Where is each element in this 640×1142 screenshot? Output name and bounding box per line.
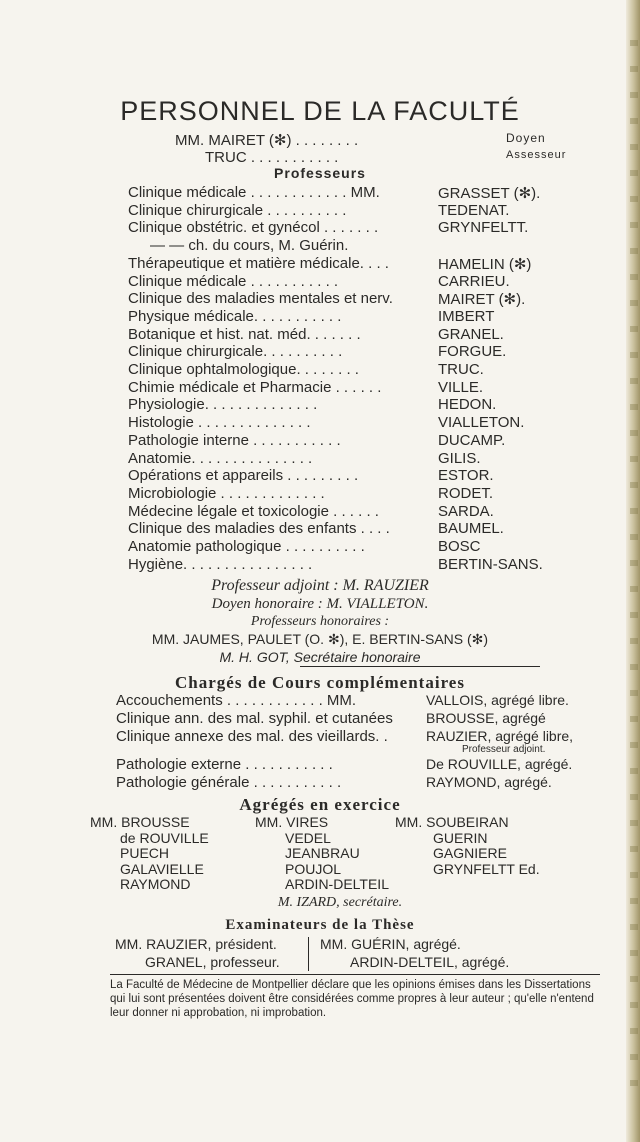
professor-name: GRYNFELTT. (438, 219, 529, 237)
secretary-line: M. IZARD, secrétaire. (277, 895, 403, 910)
secretaire-honoraire: M. H. GOT, Secrétaire honoraire (219, 649, 421, 665)
officer-role: Assesseur (506, 149, 567, 161)
professor-name: VILLE. (438, 378, 484, 396)
doyen-honoraire: Doyen honoraire : M. VIALLETON. (211, 596, 429, 612)
agrege-name: GALAVIELLE (120, 860, 204, 877)
professor-name: TEDENAT. (438, 201, 510, 219)
charge-holder: VALLOIS, agrégé libre. (426, 692, 569, 708)
course-label: Physiologie. . . . . . . . . . . . . . (128, 396, 318, 414)
charge-holder: BROUSSE, agrégé (426, 710, 546, 726)
professor-name: DUCAMP. (438, 431, 506, 449)
professor-name: ESTOR. (438, 467, 494, 485)
examinateur-name: ARDIN-DELTEIL, agrégé. (350, 954, 510, 970)
agrege-name: VEDEL (285, 829, 331, 846)
course-label: Accouchements . . . . . . . . . . . . MM. (116, 692, 357, 709)
professor-name: HAMELIN (✻) (438, 255, 532, 273)
course-label: Clinique annexe des mal. des vieillards. . (116, 728, 388, 745)
course-label: Microbiologie . . . . . . . . . . . . . (128, 484, 325, 502)
column-divider (308, 937, 309, 971)
charge-holder: RAUZIER, agrégé libre, (426, 728, 574, 744)
professor-name: BAUMEL. (438, 520, 504, 538)
charge-holder: RAYMOND, agrégé. (426, 774, 552, 790)
professor-name: SARDA. (438, 502, 494, 520)
page-title: PERSONNEL DE LA FACULTÉ (120, 96, 520, 126)
charge-holder: Professeur adjoint. (462, 744, 546, 755)
agrege-name: JEANBRAU (285, 845, 360, 861)
course-label: Pathologie externe . . . . . . . . . . . (116, 756, 333, 773)
edge-stain (630, 40, 638, 1100)
officer-role: Doyen (506, 131, 546, 145)
agrege-name: RAYMOND (120, 876, 191, 892)
professor-name: GRANEL. (438, 325, 504, 343)
course-label: Clinique obstétric. et gynécol . . . . . . . (128, 219, 379, 237)
divider (300, 666, 540, 667)
officer-name: TRUC . . . . . . . . . . . (205, 149, 339, 166)
professor-name: GILIS. (438, 449, 481, 467)
course-label: Clinique ann. des mal. syphil. et cutanées (116, 710, 393, 727)
section-heading: Agrégés en exercice (239, 795, 401, 814)
examinateurs-right (320, 935, 509, 971)
section-heading: Professeurs (274, 165, 366, 181)
course-label: Thérapeutique et matière médicale. . . . (128, 254, 389, 272)
examinateurs-left (115, 935, 280, 971)
profs-honoraires-heading: Professeurs honoraires : (250, 614, 390, 629)
agrege-name: GRYNFELTT Ed. (433, 860, 540, 877)
agrege-name: PUECH (120, 845, 170, 861)
professor-name: VIALLETON. (438, 414, 525, 432)
course-label: Physique médicale. . . . . . . . . . . (128, 307, 342, 325)
agreges-column-3 (395, 815, 540, 877)
course-label: Médecine légale et toxicologie . . . . . . (128, 502, 379, 520)
agrege-name: ARDIN-DELTEIL (285, 876, 389, 892)
examinateur-name: MM. GUÉRIN, agrégé. (320, 936, 461, 952)
agreges-column-2 (255, 815, 389, 893)
adjoint-line: Professeur adjoint : M. RAUZIER (211, 577, 429, 594)
divider (110, 974, 600, 975)
course-label: Pathologie interne . . . . . . . . . . . (128, 431, 341, 449)
professor-name: TRUC. (438, 361, 484, 378)
professor-name: BOSC (438, 538, 481, 555)
professor-name: IMBERT (438, 307, 495, 325)
examinateur-name: GRANEL, professeur. (145, 954, 280, 970)
officer-name: MM. MAIRET (✻) . . . . . . . . (175, 132, 359, 149)
professor-name: GRASSET (✻). (438, 185, 541, 202)
agrege-name: MM. BROUSSE (90, 814, 190, 830)
professor-name: CARRIEU. (438, 272, 510, 290)
disclaimer-note: La Faculté de Médecine de Montpellier déclare que les opinions émises dans les Dissertations qui lui sont présentées doivent être considérées comme propres à leur auteur ; qu'elle n'entend leur donner ni approbation, ni improbation. (110, 979, 594, 1019)
agrege-name: POUJOL (285, 860, 342, 877)
course-label: Clinique médicale . . . . . . . . . . . . MM. (128, 184, 380, 201)
course-label: Clinique chirurgicale . . . . . . . . . . (128, 201, 347, 219)
agrege-name: GAGNIERE (433, 845, 507, 861)
professor-name: MAIRET (✻). (438, 291, 526, 309)
agrege-name: GUERIN (433, 829, 488, 846)
professor-name: RODET. (438, 484, 494, 502)
course-label: Clinique chirurgicale. . . . . . . . . . (128, 343, 343, 361)
examinateur-name: MM. RAUZIER, président. (115, 936, 277, 952)
course-label: Clinique des maladies des enfants . . . . (128, 520, 390, 538)
agreges-column-1 (90, 815, 209, 893)
section-heading: Examinateurs de la Thèse (225, 917, 415, 933)
charge-holder: De ROUVILLE, agrégé. (426, 756, 573, 772)
agrege-name: MM. SOUBEIRAN (395, 814, 509, 830)
agrege-name: de ROUVILLE (120, 829, 209, 846)
course-label: Histologie . . . . . . . . . . . . . . (128, 414, 311, 432)
course-label: Clinique ophtalmologique. . . . . . . . (128, 361, 359, 378)
professor-name: BERTIN-SANS. (438, 555, 543, 573)
agrege-name: MM. VIRES (255, 814, 329, 830)
professor-name: HEDON. (438, 396, 497, 414)
course-label: Botanique et hist. nat. méd. . . . . . . (128, 325, 361, 343)
course-label: Clinique médicale . . . . . . . . . . . (128, 272, 339, 290)
course-label: Opérations et appareils . . . . . . . . . (128, 467, 359, 485)
course-label: Anatomie pathologique . . . . . . . . . . (128, 538, 365, 555)
course-label: Hygiène. . . . . . . . . . . . . . . . (128, 555, 313, 573)
profs-honoraires-list: MM. JAUMES, PAULET (O. ✻), E. BERTIN-SANS (✻) (151, 631, 489, 647)
course-label: Anatomie. . . . . . . . . . . . . . . (128, 449, 313, 467)
course-label: Pathologie générale . . . . . . . . . . . (116, 774, 342, 791)
section-heading: Chargés de Cours complémentaires (175, 673, 465, 692)
professor-name: FORGUE. (438, 343, 507, 361)
course-label: Clinique des maladies mentales et nerv. (128, 290, 393, 308)
course-label: Chimie médicale et Pharmacie . . . . . . (128, 378, 382, 396)
course-label: — — ch. du cours, M. Guérin. (150, 237, 349, 255)
